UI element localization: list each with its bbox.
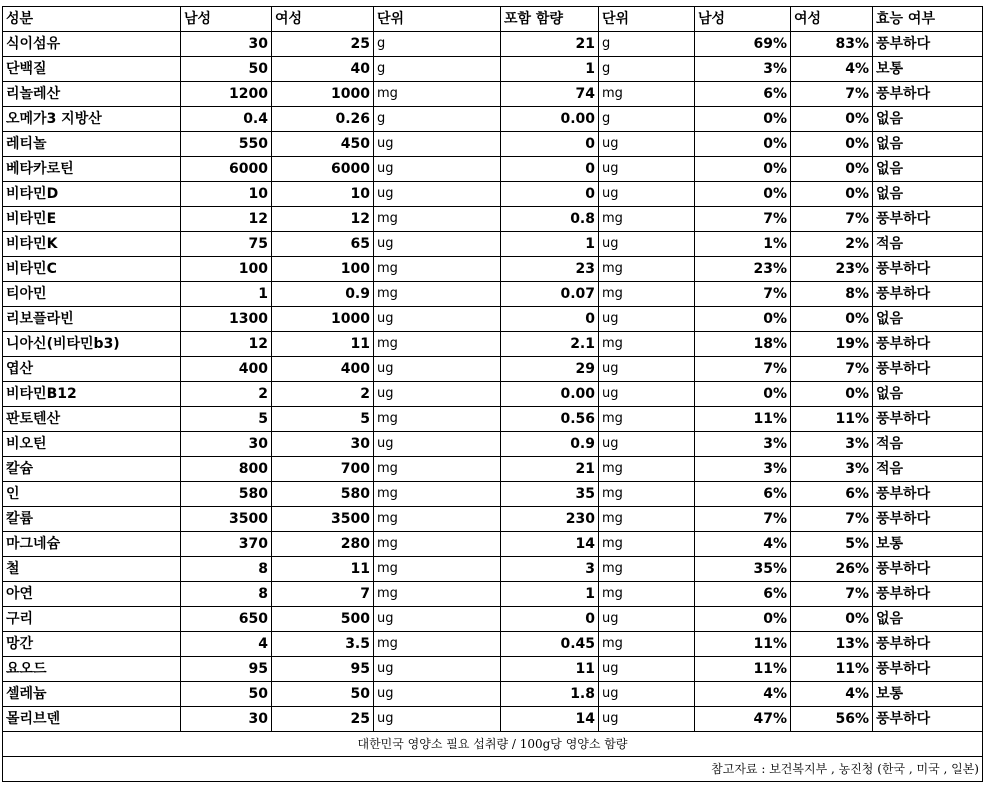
unit-cell: ug <box>374 682 501 707</box>
unit-cell: mg <box>374 282 501 307</box>
efficacy-cell: 없음 <box>873 157 983 182</box>
ingredient-cell: 오메가3 지방산 <box>3 107 181 132</box>
female-pct-cell: 11% <box>791 657 873 682</box>
male-pct-cell: 23% <box>695 257 791 282</box>
female-pct-cell: 6% <box>791 482 873 507</box>
male-pct-cell: 18% <box>695 332 791 357</box>
content-cell: 0.8 <box>501 207 599 232</box>
table-row <box>3 332 983 357</box>
male-req-cell: 30 <box>181 432 272 457</box>
content-unit-cell: mg <box>599 207 695 232</box>
male-pct-cell: 0% <box>695 182 791 207</box>
efficacy-cell: 풍부하다 <box>873 32 983 57</box>
male-pct-cell: 0% <box>695 382 791 407</box>
male-req-cell: 30 <box>181 707 272 732</box>
ingredient-cell: 니아신(비타민b3) <box>3 332 181 357</box>
table-row <box>3 307 983 332</box>
content-cell: 0 <box>501 607 599 632</box>
efficacy-cell: 없음 <box>873 607 983 632</box>
content-cell: 21 <box>501 457 599 482</box>
unit-cell: mg <box>374 257 501 282</box>
female-req-cell: 11 <box>272 557 374 582</box>
content-unit-cell: mg <box>599 82 695 107</box>
efficacy-cell: 없음 <box>873 132 983 157</box>
ingredient-cell: 칼슘 <box>3 457 181 482</box>
content-unit-cell: mg <box>599 482 695 507</box>
table-row <box>3 657 983 682</box>
male-req-cell: 12 <box>181 332 272 357</box>
table-row <box>3 257 983 282</box>
table-row <box>3 407 983 432</box>
female-req-cell: 30 <box>272 432 374 457</box>
female-req-cell: 40 <box>272 57 374 82</box>
table-row <box>3 607 983 632</box>
header-cell-efficacy: 효능 여부 <box>873 7 983 32</box>
male-pct-cell: 7% <box>695 357 791 382</box>
content-unit-cell: ug <box>599 232 695 257</box>
female-pct-cell: 19% <box>791 332 873 357</box>
female-pct-cell: 26% <box>791 557 873 582</box>
ingredient-cell: 비타민B12 <box>3 382 181 407</box>
efficacy-cell: 풍부하다 <box>873 82 983 107</box>
efficacy-cell: 없음 <box>873 182 983 207</box>
female-pct-cell: 4% <box>791 57 873 82</box>
male-pct-cell: 35% <box>695 557 791 582</box>
male-req-cell: 50 <box>181 682 272 707</box>
header-cell-ingredient: 성분 <box>3 7 181 32</box>
male-pct-cell: 69% <box>695 32 791 57</box>
efficacy-cell: 풍부하다 <box>873 507 983 532</box>
table-row <box>3 132 983 157</box>
unit-cell: mg <box>374 507 501 532</box>
male-req-cell: 1 <box>181 282 272 307</box>
content-unit-cell: mg <box>599 457 695 482</box>
header-cell-female-pct: 여성 <box>791 7 873 32</box>
female-pct-cell: 7% <box>791 207 873 232</box>
efficacy-cell: 적음 <box>873 432 983 457</box>
efficacy-cell: 적음 <box>873 457 983 482</box>
ingredient-cell: 티아민 <box>3 282 181 307</box>
male-pct-cell: 4% <box>695 532 791 557</box>
content-unit-cell: ug <box>599 307 695 332</box>
ingredient-cell: 비타민D <box>3 182 181 207</box>
male-pct-cell: 7% <box>695 207 791 232</box>
content-cell: 0.9 <box>501 432 599 457</box>
male-req-cell: 580 <box>181 482 272 507</box>
content-cell: 14 <box>501 707 599 732</box>
content-cell: 21 <box>501 32 599 57</box>
female-pct-cell: 7% <box>791 357 873 382</box>
unit-cell: mg <box>374 632 501 657</box>
ingredient-cell: 리보플라빈 <box>3 307 181 332</box>
efficacy-cell: 없음 <box>873 307 983 332</box>
male-req-cell: 75 <box>181 232 272 257</box>
content-unit-cell: g <box>599 107 695 132</box>
female-req-cell: 3500 <box>272 507 374 532</box>
ingredient-cell: 칼륨 <box>3 507 181 532</box>
efficacy-cell: 보통 <box>873 57 983 82</box>
female-pct-cell: 0% <box>791 157 873 182</box>
male-pct-cell: 7% <box>695 507 791 532</box>
content-cell: 0 <box>501 157 599 182</box>
unit-cell: ug <box>374 357 501 382</box>
content-cell: 3 <box>501 557 599 582</box>
ingredient-cell: 비타민C <box>3 257 181 282</box>
female-req-cell: 400 <box>272 357 374 382</box>
table-row <box>3 582 983 607</box>
male-req-cell: 800 <box>181 457 272 482</box>
ingredient-cell: 식이섬유 <box>3 32 181 57</box>
table-row <box>3 107 983 132</box>
content-cell: 0.56 <box>501 407 599 432</box>
unit-cell: ug <box>374 432 501 457</box>
female-req-cell: 280 <box>272 532 374 557</box>
unit-cell: mg <box>374 532 501 557</box>
female-pct-cell: 0% <box>791 307 873 332</box>
content-cell: 0 <box>501 182 599 207</box>
unit-cell: mg <box>374 207 501 232</box>
female-pct-cell: 8% <box>791 282 873 307</box>
male-req-cell: 50 <box>181 57 272 82</box>
table-row <box>3 207 983 232</box>
female-pct-cell: 7% <box>791 82 873 107</box>
male-pct-cell: 6% <box>695 582 791 607</box>
ingredient-cell: 요오드 <box>3 657 181 682</box>
ingredient-cell: 비오틴 <box>3 432 181 457</box>
content-unit-cell: ug <box>599 382 695 407</box>
unit-cell: ug <box>374 182 501 207</box>
male-req-cell: 400 <box>181 357 272 382</box>
caption-row <box>3 732 983 757</box>
female-req-cell: 0.26 <box>272 107 374 132</box>
efficacy-cell: 풍부하다 <box>873 357 983 382</box>
content-unit-cell: mg <box>599 407 695 432</box>
source-row <box>3 757 983 782</box>
unit-cell: ug <box>374 232 501 257</box>
unit-cell: mg <box>374 332 501 357</box>
efficacy-cell: 풍부하다 <box>873 707 983 732</box>
female-pct-cell: 0% <box>791 382 873 407</box>
female-pct-cell: 5% <box>791 532 873 557</box>
unit-cell: mg <box>374 457 501 482</box>
ingredient-cell: 리놀레산 <box>3 82 181 107</box>
male-pct-cell: 0% <box>695 107 791 132</box>
female-req-cell: 500 <box>272 607 374 632</box>
female-req-cell: 580 <box>272 482 374 507</box>
efficacy-cell: 풍부하다 <box>873 257 983 282</box>
female-pct-cell: 0% <box>791 607 873 632</box>
male-req-cell: 8 <box>181 557 272 582</box>
female-req-cell: 1000 <box>272 307 374 332</box>
header-cell-male-pct: 남성 <box>695 7 791 32</box>
table-row <box>3 557 983 582</box>
ingredient-cell: 단백질 <box>3 57 181 82</box>
female-pct-cell: 0% <box>791 107 873 132</box>
male-pct-cell: 11% <box>695 632 791 657</box>
male-req-cell: 8 <box>181 582 272 607</box>
female-req-cell: 6000 <box>272 157 374 182</box>
table-row <box>3 432 983 457</box>
male-pct-cell: 0% <box>695 307 791 332</box>
content-unit-cell: mg <box>599 332 695 357</box>
efficacy-cell: 풍부하다 <box>873 582 983 607</box>
female-req-cell: 95 <box>272 657 374 682</box>
unit-cell: ug <box>374 132 501 157</box>
efficacy-cell: 적음 <box>873 232 983 257</box>
female-pct-cell: 2% <box>791 232 873 257</box>
header-cell-content-unit: 단위 <box>599 7 695 32</box>
efficacy-cell: 풍부하다 <box>873 482 983 507</box>
efficacy-cell: 풍부하다 <box>873 632 983 657</box>
ingredient-cell: 비타민E <box>3 207 181 232</box>
male-req-cell: 370 <box>181 532 272 557</box>
content-cell: 14 <box>501 532 599 557</box>
efficacy-cell: 풍부하다 <box>873 557 983 582</box>
content-cell: 1 <box>501 232 599 257</box>
ingredient-cell: 판토텐산 <box>3 407 181 432</box>
ingredient-cell: 셀레늄 <box>3 682 181 707</box>
content-unit-cell: mg <box>599 282 695 307</box>
female-pct-cell: 3% <box>791 457 873 482</box>
table-row <box>3 232 983 257</box>
male-req-cell: 12 <box>181 207 272 232</box>
female-pct-cell: 11% <box>791 407 873 432</box>
ingredient-cell: 철 <box>3 557 181 582</box>
content-unit-cell: ug <box>599 657 695 682</box>
unit-cell: g <box>374 107 501 132</box>
ingredient-cell: 비타민K <box>3 232 181 257</box>
content-cell: 35 <box>501 482 599 507</box>
nutrient-table <box>2 6 983 782</box>
male-pct-cell: 1% <box>695 232 791 257</box>
content-cell: 0.00 <box>501 107 599 132</box>
efficacy-cell: 보통 <box>873 532 983 557</box>
content-unit-cell: mg <box>599 582 695 607</box>
content-unit-cell: g <box>599 32 695 57</box>
male-pct-cell: 11% <box>695 657 791 682</box>
content-unit-cell: mg <box>599 557 695 582</box>
efficacy-cell: 보통 <box>873 682 983 707</box>
unit-cell: ug <box>374 657 501 682</box>
unit-cell: ug <box>374 157 501 182</box>
female-req-cell: 3.5 <box>272 632 374 657</box>
female-pct-cell: 3% <box>791 432 873 457</box>
female-req-cell: 450 <box>272 132 374 157</box>
male-req-cell: 1300 <box>181 307 272 332</box>
content-cell: 2.1 <box>501 332 599 357</box>
content-cell: 1 <box>501 57 599 82</box>
ingredient-cell: 아연 <box>3 582 181 607</box>
female-req-cell: 100 <box>272 257 374 282</box>
unit-cell: mg <box>374 482 501 507</box>
ingredient-cell: 레티놀 <box>3 132 181 157</box>
table-row <box>3 682 983 707</box>
male-req-cell: 3500 <box>181 507 272 532</box>
content-cell: 23 <box>501 257 599 282</box>
content-unit-cell: ug <box>599 707 695 732</box>
female-pct-cell: 7% <box>791 582 873 607</box>
male-pct-cell: 11% <box>695 407 791 432</box>
male-pct-cell: 0% <box>695 157 791 182</box>
male-req-cell: 4 <box>181 632 272 657</box>
table-row <box>3 82 983 107</box>
content-cell: 11 <box>501 657 599 682</box>
efficacy-cell: 풍부하다 <box>873 207 983 232</box>
ingredient-cell: 인 <box>3 482 181 507</box>
content-unit-cell: mg <box>599 257 695 282</box>
male-pct-cell: 3% <box>695 57 791 82</box>
content-cell: 0.00 <box>501 382 599 407</box>
female-pct-cell: 0% <box>791 182 873 207</box>
female-pct-cell: 83% <box>791 32 873 57</box>
female-pct-cell: 23% <box>791 257 873 282</box>
table-row <box>3 182 983 207</box>
male-pct-cell: 47% <box>695 707 791 732</box>
female-pct-cell: 4% <box>791 682 873 707</box>
female-pct-cell: 7% <box>791 507 873 532</box>
unit-cell: mg <box>374 557 501 582</box>
unit-cell: ug <box>374 307 501 332</box>
table-row <box>3 357 983 382</box>
ingredient-cell: 마그네슘 <box>3 532 181 557</box>
content-cell: 0 <box>501 132 599 157</box>
header-row <box>3 7 983 32</box>
table-row <box>3 632 983 657</box>
ingredient-cell: 엽산 <box>3 357 181 382</box>
efficacy-cell: 풍부하다 <box>873 332 983 357</box>
female-req-cell: 7 <box>272 582 374 607</box>
content-cell: 0.45 <box>501 632 599 657</box>
header-cell-female-req: 여성 <box>272 7 374 32</box>
unit-cell: ug <box>374 607 501 632</box>
male-pct-cell: 3% <box>695 457 791 482</box>
content-unit-cell: ug <box>599 682 695 707</box>
ingredient-cell: 몰리브덴 <box>3 707 181 732</box>
female-req-cell: 25 <box>272 707 374 732</box>
male-req-cell: 2 <box>181 382 272 407</box>
table-row <box>3 57 983 82</box>
male-pct-cell: 4% <box>695 682 791 707</box>
table-row <box>3 382 983 407</box>
efficacy-cell: 없음 <box>873 382 983 407</box>
male-req-cell: 5 <box>181 407 272 432</box>
content-cell: 74 <box>501 82 599 107</box>
male-pct-cell: 7% <box>695 282 791 307</box>
content-unit-cell: ug <box>599 432 695 457</box>
unit-cell: mg <box>374 582 501 607</box>
content-cell: 0.07 <box>501 282 599 307</box>
male-req-cell: 10 <box>181 182 272 207</box>
female-req-cell: 2 <box>272 382 374 407</box>
male-pct-cell: 6% <box>695 482 791 507</box>
female-req-cell: 50 <box>272 682 374 707</box>
content-cell: 0 <box>501 307 599 332</box>
table-row <box>3 282 983 307</box>
table-row <box>3 32 983 57</box>
efficacy-cell: 없음 <box>873 107 983 132</box>
source-note: 참고자료 : 보건복지부 , 농진청 (한국 , 미국 , 일본) <box>3 757 983 782</box>
table-caption: 대한민국 영양소 필요 섭취량 / 100g당 영양소 함량 <box>3 732 983 757</box>
table-row <box>3 457 983 482</box>
male-pct-cell: 0% <box>695 607 791 632</box>
table-row <box>3 482 983 507</box>
table-row <box>3 532 983 557</box>
unit-cell: mg <box>374 407 501 432</box>
female-req-cell: 12 <box>272 207 374 232</box>
efficacy-cell: 풍부하다 <box>873 657 983 682</box>
content-cell: 1.8 <box>501 682 599 707</box>
male-req-cell: 6000 <box>181 157 272 182</box>
unit-cell: g <box>374 32 501 57</box>
female-req-cell: 25 <box>272 32 374 57</box>
efficacy-cell: 풍부하다 <box>873 282 983 307</box>
male-pct-cell: 0% <box>695 132 791 157</box>
male-req-cell: 95 <box>181 657 272 682</box>
male-pct-cell: 6% <box>695 82 791 107</box>
content-cell: 230 <box>501 507 599 532</box>
male-req-cell: 0.4 <box>181 107 272 132</box>
ingredient-cell: 베타카로틴 <box>3 157 181 182</box>
female-req-cell: 0.9 <box>272 282 374 307</box>
male-req-cell: 100 <box>181 257 272 282</box>
content-unit-cell: mg <box>599 507 695 532</box>
male-pct-cell: 3% <box>695 432 791 457</box>
female-req-cell: 1000 <box>272 82 374 107</box>
ingredient-cell: 망간 <box>3 632 181 657</box>
male-req-cell: 550 <box>181 132 272 157</box>
header-cell-content: 포함 함량 <box>501 7 599 32</box>
table-row <box>3 707 983 732</box>
unit-cell: mg <box>374 82 501 107</box>
content-unit-cell: ug <box>599 182 695 207</box>
female-req-cell: 700 <box>272 457 374 482</box>
content-unit-cell: mg <box>599 532 695 557</box>
content-unit-cell: ug <box>599 607 695 632</box>
female-req-cell: 65 <box>272 232 374 257</box>
female-req-cell: 5 <box>272 407 374 432</box>
content-unit-cell: g <box>599 57 695 82</box>
table-row <box>3 157 983 182</box>
unit-cell: ug <box>374 382 501 407</box>
unit-cell: ug <box>374 707 501 732</box>
header-cell-unit: 단위 <box>374 7 501 32</box>
male-req-cell: 650 <box>181 607 272 632</box>
content-unit-cell: ug <box>599 357 695 382</box>
content-cell: 1 <box>501 582 599 607</box>
efficacy-cell: 풍부하다 <box>873 407 983 432</box>
content-cell: 29 <box>501 357 599 382</box>
ingredient-cell: 구리 <box>3 607 181 632</box>
male-req-cell: 1200 <box>181 82 272 107</box>
female-req-cell: 11 <box>272 332 374 357</box>
female-pct-cell: 56% <box>791 707 873 732</box>
female-pct-cell: 0% <box>791 132 873 157</box>
content-unit-cell: ug <box>599 157 695 182</box>
header-cell-male-req: 남성 <box>181 7 272 32</box>
content-unit-cell: mg <box>599 632 695 657</box>
female-pct-cell: 13% <box>791 632 873 657</box>
content-unit-cell: ug <box>599 132 695 157</box>
male-req-cell: 30 <box>181 32 272 57</box>
female-req-cell: 10 <box>272 182 374 207</box>
unit-cell: g <box>374 57 501 82</box>
table-row <box>3 507 983 532</box>
